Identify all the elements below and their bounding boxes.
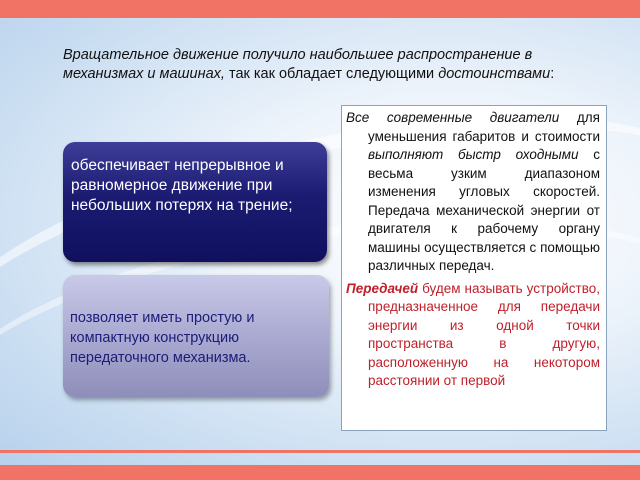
panel-p1-text-1: для уменьшения габаритов и стоимости — [368, 110, 600, 144]
panel-p1-lead: Все современные двигатели — [346, 110, 560, 125]
intro-regular: так как обладает следующими — [224, 65, 439, 82]
top-stripe — [0, 0, 640, 18]
intro-text — [63, 46, 583, 83]
advantage-card-2-text: позволяет иметь простую и компактную конструкцию передаточного механизма. — [70, 310, 255, 366]
panel-p1-text-2: с весьма узким диапазоном изменения угловых скоростей. Передача механической энергии от двигателя к рабочему органу машины осуществляется с помощью различных передач. — [368, 147, 600, 273]
panel-p1-italic: выполняют быстр оходными — [368, 147, 579, 162]
intro-colon: : — [550, 65, 555, 82]
bottom-thin-stripe — [0, 450, 640, 453]
intro-italic: Вращательное движение получило наибольшее распространение в механизмах и машинах, — [63, 47, 533, 82]
bottom-stripe — [0, 465, 640, 480]
advantage-card-1-text: обеспечивает непрерывное и равномерное движение при небольших потерях на трение; — [71, 157, 293, 214]
panel-p2-text: будем называть устройство, предназначенное для передачи энергии из одной точки пространства в другую, расположенную на некотором расстоянии от первой — [368, 280, 600, 388]
info-panel — [341, 105, 607, 431]
advantage-card-1 — [63, 142, 327, 262]
panel-paragraph-1 — [346, 109, 600, 276]
panel-paragraph-2 — [346, 280, 600, 391]
advantage-card-2 — [63, 275, 329, 397]
intro-keyword: достоинствами — [438, 65, 551, 82]
panel-p2-lead: Передачей — [346, 280, 419, 296]
